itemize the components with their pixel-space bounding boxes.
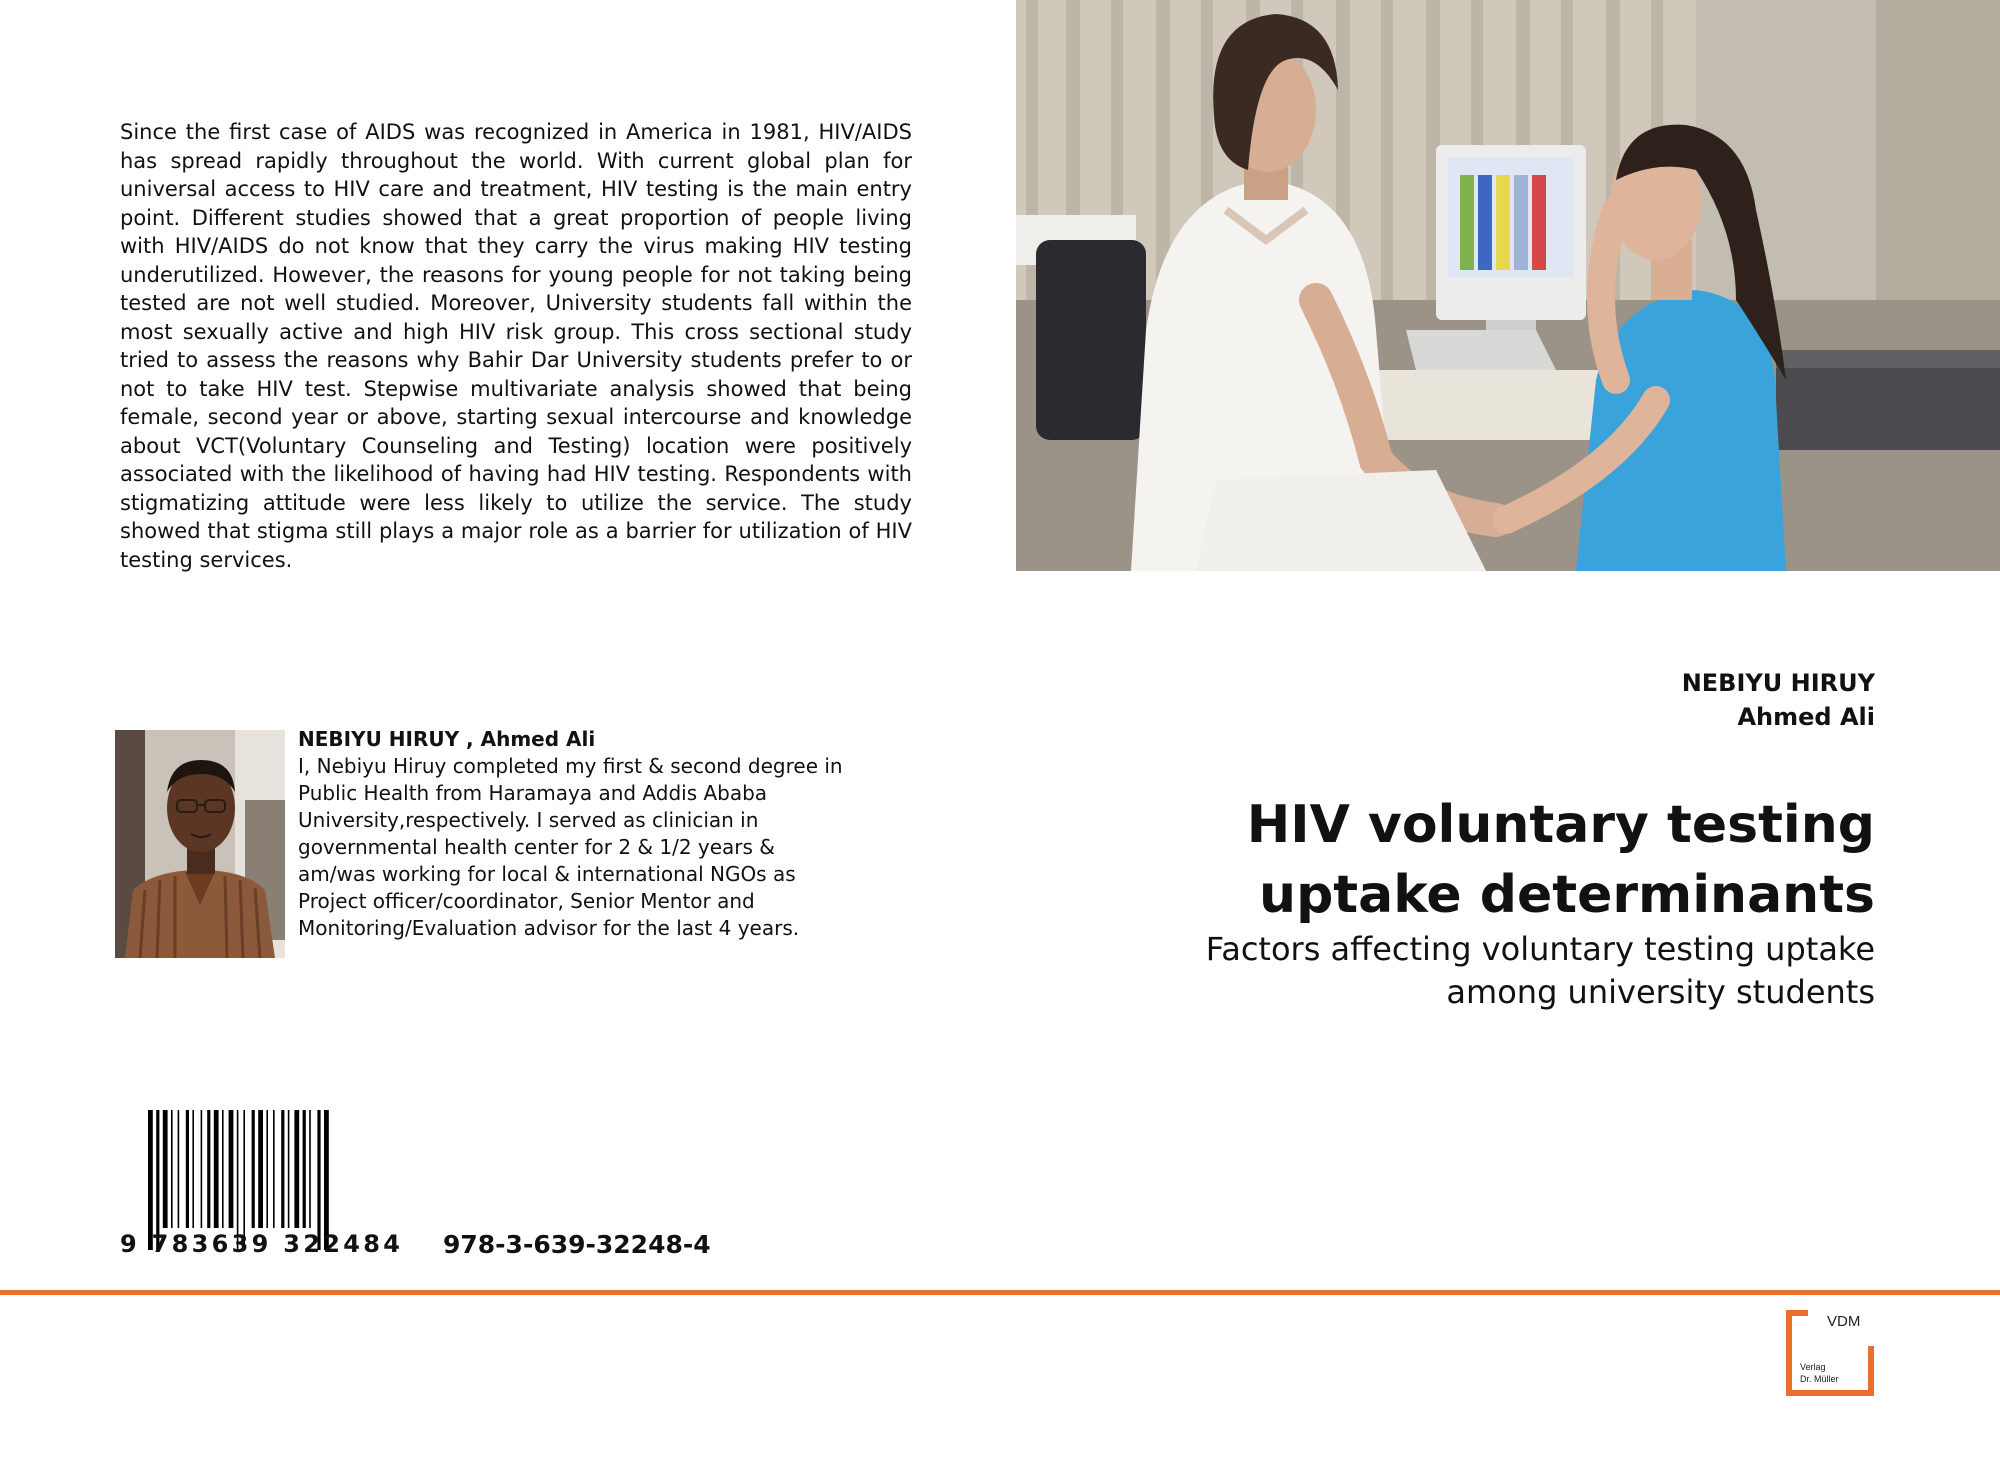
author-bio-name: NEBIYU HIRUY , Ahmed Ali <box>298 727 596 751</box>
barcode-digits: 9 783639 322484 <box>120 1230 404 1258</box>
author-bio-text: I, Nebiyu Hiruy completed my first & second degree in Public Health from Haramaya and Addis Ababa University,respectively. I served as clinician in governmental health center for 2 & 1/2 years & am/was working for local & international NGOs as Project officer/coordinator, Senior Mentor and Monitoring/Evaluation advisor for the last 4 years. <box>298 754 843 940</box>
barcode <box>118 1110 718 1270</box>
back-cover-blurb: Since the first case of AIDS was recognized in America in 1981, HIV/AIDS has spread rapidly throughout the world. With current global plan for universal access to HIV care and treatment, HIV testing is the main entry point. Different studies showed that a great proportion of people living with HIV/AIDS do not know that they carry the virus making HIV testing underutilized. However, the reasons for young people for not taking being tested are not well studied. Moreover, University students fall within the most sexually active and high HIV risk group. This cross sectional study tried to assess the reasons why Bahir Dar University students prefer to or not to take HIV test. Stepwise multivariate analysis showed that being female, second year or above, starting sexual intercourse and knowledge about VCT(Voluntary Counseling and Testing) location were positively associated with the likelihood of having had HIV testing. Respondents with stigmatizing attitude were less likely to utilize the service. The study showed that stigma still plays a major role as a barrier for utilization of HIV testing services. <box>120 120 912 572</box>
publisher-logo-name: Dr. Müller <box>1800 1374 1839 1384</box>
book-subtitle: Factors affecting voluntary testing uptake among university students <box>1205 930 1875 1011</box>
isbn-number: 978-3-639-32248-4 <box>443 1230 711 1259</box>
bottom-rule <box>0 1290 2000 1295</box>
front-authors <box>1682 666 1875 734</box>
cover-photo <box>1016 0 2000 571</box>
author-photo <box>115 730 285 958</box>
publisher-logo-vdm: VDM <box>1827 1313 1861 1330</box>
publisher-logo-verlag: Verlag <box>1800 1362 1826 1372</box>
publisher-logo <box>1782 1306 1878 1400</box>
book-title: HIV voluntary testing uptake determinants <box>1246 795 1875 925</box>
front-author-2: Ahmed Ali <box>1737 703 1875 731</box>
author-bio <box>298 726 858 942</box>
front-author-1: NEBIYU HIRUY <box>1681 669 1875 697</box>
